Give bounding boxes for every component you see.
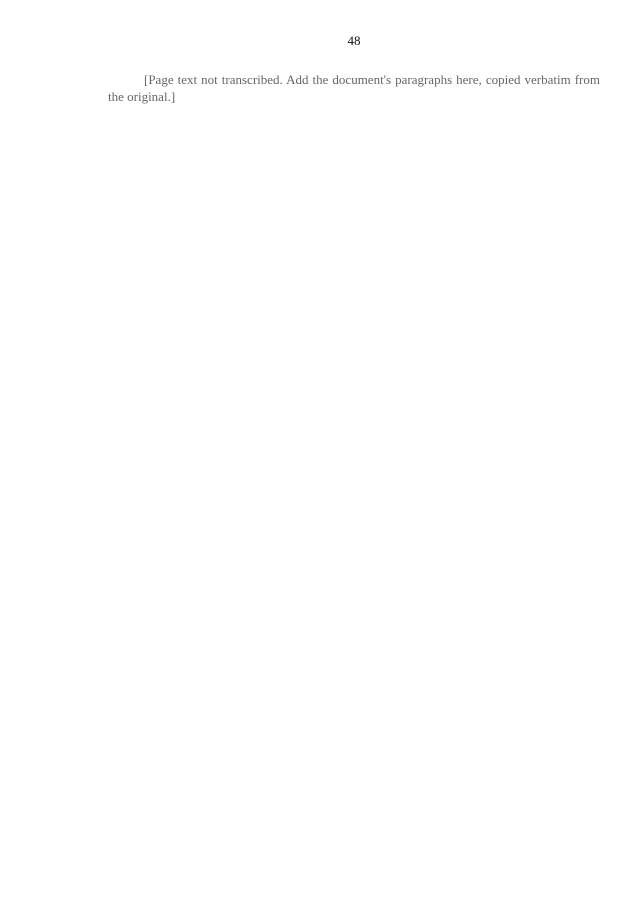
paragraph: [Page text not transcribed. Add the document's paragraphs here, copied verbatim from the original.] (108, 72, 600, 104)
page-number: 48 (347, 33, 361, 48)
body-text (108, 71, 600, 105)
